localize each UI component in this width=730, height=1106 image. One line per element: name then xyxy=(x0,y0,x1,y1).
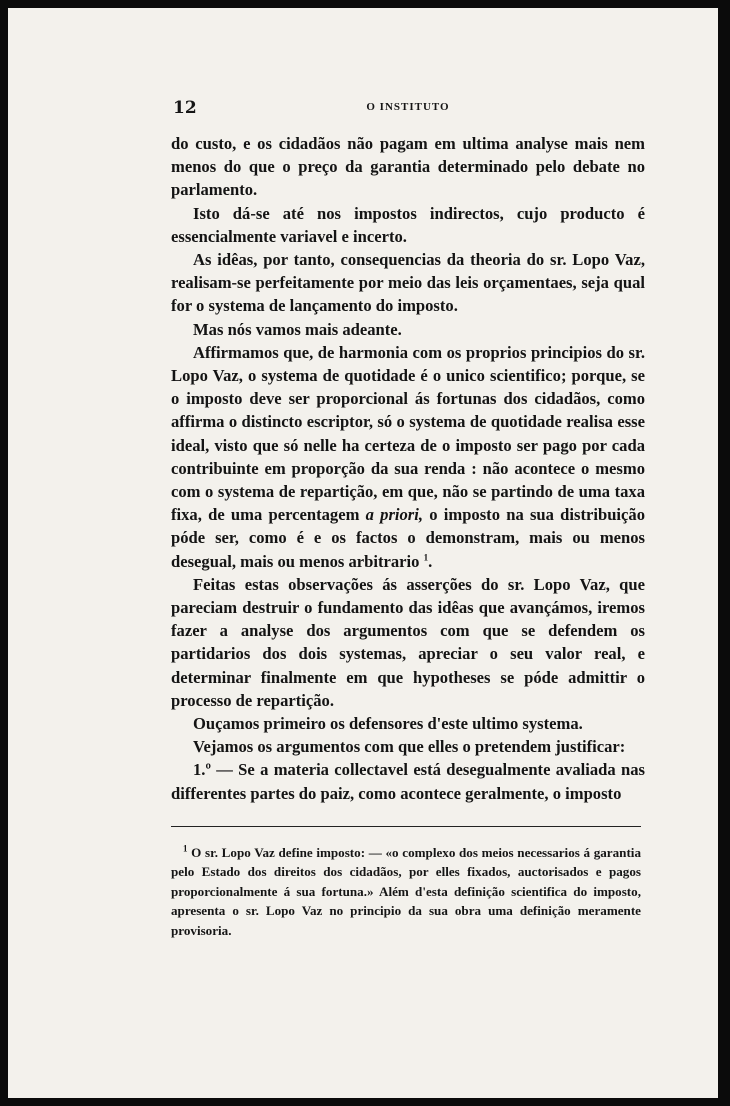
paragraph xyxy=(171,341,645,573)
paragraph: Vejamos os argumentos com que elles o pretendem justificar: xyxy=(193,737,626,757)
paragraph-text: . xyxy=(428,551,433,571)
footnote-paragraph xyxy=(171,843,641,940)
page-sheet xyxy=(8,8,718,1098)
paragraph: Isto dá-se até nos impostos indirectos, cujo producto é essencialmente variavel e incerto. xyxy=(171,203,645,246)
paragraph: Mas nós vamos mais adeante. xyxy=(193,319,402,339)
footnote-rule xyxy=(171,826,641,827)
paragraph: As idêas, por tanto, consequencias da theoria do sr. Lopo Vaz, realisam-se perfeitamente por meio das leis orçamentaes, seja qual for o systema de lançamento do imposto. xyxy=(171,250,645,316)
footnote-marker: 1 xyxy=(183,843,188,854)
italic-term: a priori, xyxy=(365,505,424,525)
body-text xyxy=(171,132,645,805)
running-head xyxy=(173,98,643,120)
paragraph: 1.º — Se a materia collectavel está desegualmente avaliada nas differentes partes do paiz, como acontece geralmente, o imposto xyxy=(171,760,645,803)
footnote-text: O sr. Lopo Vaz define imposto: — «o complexo dos meios necessarios á garantia pelo Estado dos direitos dos cidadãos, por elles fixados, auctorisados e pagos proporcionalmente á sua fortuna.» Além d'esta definição scientifica do imposto, apresenta o sr. Lopo Vaz no principio da sua obra uma definição meramente provisoria. xyxy=(171,845,641,938)
running-title: O INSTITUTO xyxy=(366,101,450,113)
paragraph: Feitas estas observações ás asserções do sr. Lopo Vaz, que pareciam destruir o fundamento das idêas que avançámos, iremos fazer a analyse dos argumentos com que se defendem os partidarios dos dois systemas, apreciar o seu valor real, e determinar finalmente em que hypotheses se póde admittir o processo de repartição. xyxy=(171,574,645,710)
paragraph-text: o imposto na sua distribuição póde ser, como é e os factos o demonstram, mais ou menos desegual, mais ou menos arbitrario xyxy=(171,505,645,571)
paragraph: Ouçamos primeiro os defensores d'este ultimo systema. xyxy=(193,714,583,734)
footnote-ref[interactable]: 1 xyxy=(423,552,429,563)
page-number: 12 xyxy=(173,98,197,118)
paragraph: do custo, e os cidadãos não pagam em ultima analyse mais nem menos do que o preço da garantia determinado pelo debate no parlamento. xyxy=(171,134,645,200)
paragraph-text: Affirmamos que, de harmonia com os proprios principios do sr. Lopo Vaz, o systema de quotidade é o unico scientifico; porque, se o imposto deve ser proporcional ás fortunas dos cidadãos, como affirma o distincto escriptor, só o systema de quotidade realisa esse ideal, visto que só nelle ha certeza de o imposto ser pago por cada contribuinte em proporção da sua renda : não acontece o mesmo com o systema de repartição, em que, não se partindo de uma taxa fixa, de uma percentagem xyxy=(171,342,645,525)
footnote xyxy=(171,843,641,940)
